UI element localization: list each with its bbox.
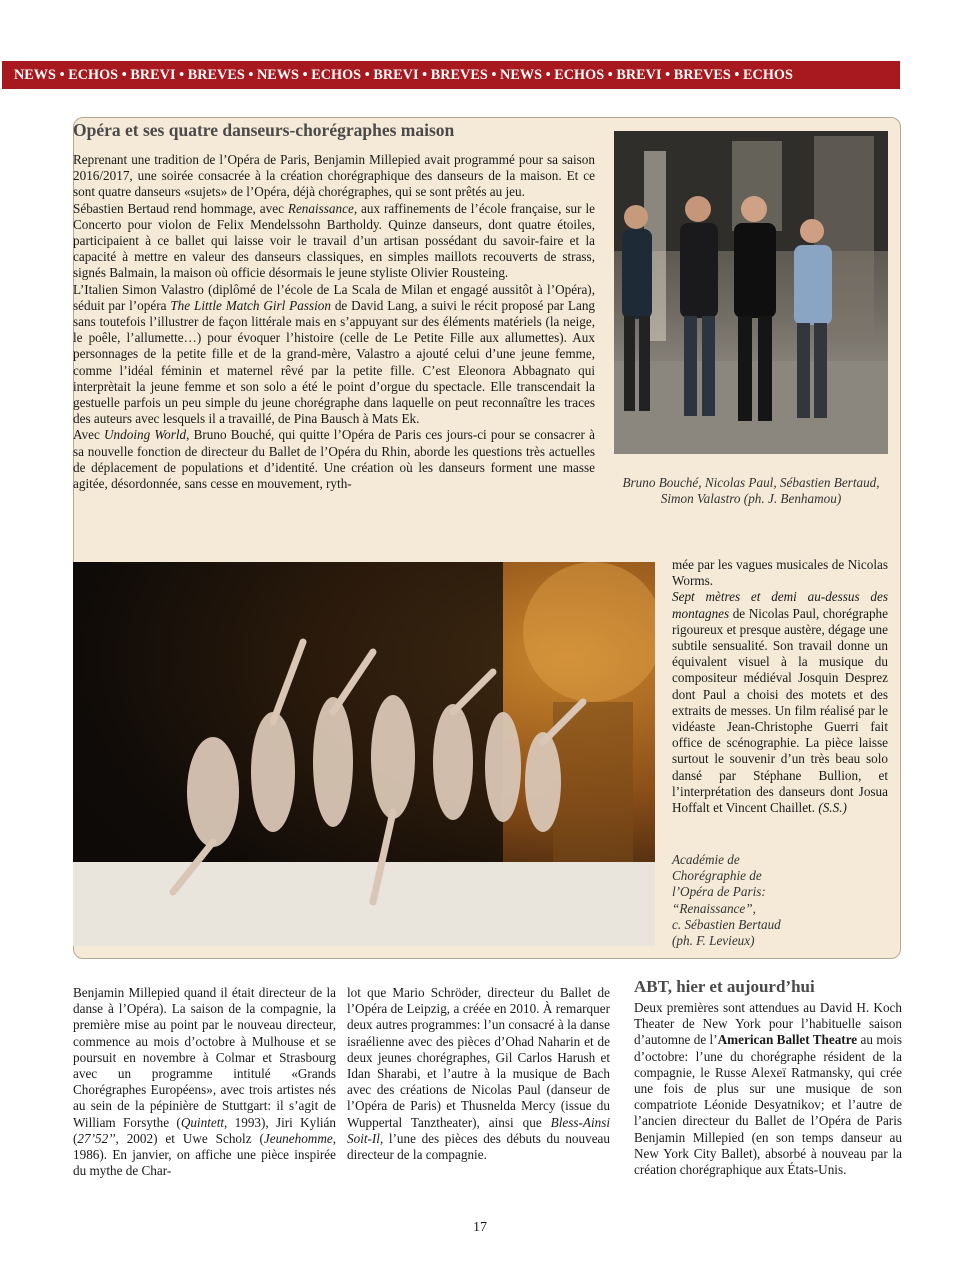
- renaissance-photo: [73, 562, 655, 946]
- work-title-undoing-world: Undoing World: [104, 427, 187, 443]
- choreographers-photo: [614, 131, 888, 454]
- work-title-quintett: Quintett: [180, 1114, 225, 1130]
- work-title-match-girl: The Little Match Girl Passion: [170, 297, 331, 313]
- work-title-renaissance: Renaissance: [287, 200, 354, 216]
- company-name-abt: American Ballet Theatre: [717, 1032, 858, 1048]
- section-banner: NEWS • ECHOS • BREVI • BREVES • NEWS • ECHOS • BREVI • BREVES • NEWS • ECHOS • BREVI • BREVES • ECHOS: [2, 61, 900, 89]
- column-2-text: lot que Mario Schröder, directeur du Ballet de l’Opéra de Leipzig, a créée en 2010. À remarquer deux autres programmes: l’un consacré à la danse israélienne avec des pièces d’Ohad Naharin et de deux jeunes chorégraphes, Gil Carlos Harush et Idan Sharabi, et l’autre à la musique de Bach avec des créations de Nicolas Paul (danseur de l’Opéra de Paris) et Thusnelda Mercy (issue du Wuppertal Tanztheater), ainsi que Bless-Ainsi Soit-Il, l’une des pièces des débuts du nouveau directeur de la compagnie.: [347, 985, 610, 1163]
- caption-renaissance: Académie de Chorégraphie de l’Opéra de Paris: “Renaissance”, c. Sébastien Bertaud (ph. F. Levieux): [672, 852, 781, 949]
- paragraph-6: Sept mètres et demi au-dessus des montagnes de Nicolas Paul, chorégraphe rigoureux et presque austère, dégage une subtile sensualité. Son travail donne un équivalent visuel à la musique du compositeur médiéval Josquin Desprez dont Paul a choisi des motets et des extraits de messes. Un film réalisé par le vidéaste Jean-Christophe Guerri fait office de scénographie. La pièce laisse surtout le souvenir d’un très beau solo dansé par Stéphane Bullion, et l’interprétation des danseurs dont Josua Hoffalt et Vincent Chaillet. (S.S.): [672, 589, 888, 816]
- paragraph-2: Sébastien Bertaud rend hommage, avec Renaissance, aux raffinements de l’école française, sur le Concerto pour violon de Felix Mendelssohn Bartholdy. Quinze danseurs, dont quatre étoiles, participaient à ce ballet qui laisse voir le travail d’un artisan possédant du savoir-faire et la capacité à mettre en valeur des danseurs classiques, en simples maillots recouverts de strass, signés Balmain, la maison où officie désormais le jeune styliste Olivier Rousteing.: [73, 200, 595, 281]
- paragraph-3: L’Italien Simon Valastro (diplômé de l’école de La Scala de Milan et engagé aussitôt à l’Opéra), séduit par l’opéra The Little Match Girl Passion de David Lang, a suivi le récit proposé par Lang sans toutefois l’illustrer de façon littérale mais en s’appuyant sur des éléments matériels (la neige, le poêle, l’allumette…) pour évoquer l’histoire (celle de Le Petite Fille aux allumettes). Aux personnages de la petite fille et de la grand-mère, Valastro a ajouté celui d’une jeune femme, comme l’idéal féminin et maternel rêvé par la petite fille. C’est Eleonora Abbagnato qui interprètait la jeune femme et son solo a été le point d’orgue du spectacle. Elle transcendait la gestuelle parfois un peu simple du jeune chorégraphe dans laquelle on peut reconnaître les traces des auteurs avec lesquels il a travaillé, de Pina Bausch à Mats Ek.: [73, 281, 596, 427]
- article-title: Opéra et ses quatre danseurs-chorégraphes maison: [73, 120, 455, 140]
- renaissance-photo-art: [73, 562, 655, 946]
- paragraph-4: Avec Undoing World, Bruno Bouché, qui quitte l’Opéra de Paris ces jours-ci pour se consacrer à sa nouvelle fonction de directeur du Ballet de l’Opéra du Rhin, aborde les questions très actuelles de déplacement de populations et d’identité. Une création où les danseurs forment une masse agitée, désordonnée, sans cesse en mouvement, ryth-: [73, 427, 595, 492]
- work-title-jeunehomme: Jeunehomme: [263, 1130, 333, 1146]
- work-title-sept-metres: Sept mètres et demi au-dessus des montagnes: [672, 589, 888, 621]
- article-body-continued: [672, 557, 888, 816]
- article-2-title: ABT, hier et aujourd’hui: [634, 977, 815, 996]
- work-title-2752: 27’52’’: [77, 1130, 116, 1146]
- article-body-intro: [73, 152, 595, 492]
- paragraph-5: mée par les vagues musicales de Nicolas Worms.: [672, 557, 888, 589]
- column-1-text: Benjamin Millepied quand il était directeur de la danse à l’Opéra). La saison de la compagnie, la première mise au point par le nouveau directeur, commence au mois d’octobre à Mulhouse et se poursuit en novembre à Colmar et Strasbourg avec un programme intitulé «Grands Chorégraphes Européens», avec trois artistes nés au sein de la pépinière de Stuttgart: il s’agit de William Forsythe (Quintett, 1993), Jiri Kylián (27’52’’, 2002) et Uwe Scholz (Jeunehomme, 1986). En janvier, on affiche une pièce inspirée du mythe de Char-: [73, 985, 337, 1179]
- work-title-bless: Bless-Ainsi Soit-Il: [347, 1114, 610, 1146]
- page-number: 17: [473, 1220, 487, 1235]
- article-2-text: Deux premières sont attendues au David H. Koch Theater de New York pour l’habituelle saison d’automne de l’American Ballet Theatre au mois d’octobre: l’une du chorégraphe résident de la compagnie, le Russe Alexeï Ratmansky, qui crée une fois de plus sur une musique de son compatriote Léonide Desyatnikov; et l’autre de l’ancien directeur du Ballet de l’Opéra de Paris Benjamin Millepied (en son temps danseur au New York City Ballet), absorbé à nouveau par la création chorégraphique aux États-Unis.: [634, 1000, 902, 1178]
- choreographers-photo-art: [614, 131, 888, 454]
- author-signature: (S.S.): [818, 800, 847, 816]
- caption-choreographers: Bruno Bouché, Nicolas Paul, Sébastien Bertaud, Simon Valastro (ph. J. Benhamou): [622, 475, 880, 507]
- paragraph-1: Reprenant une tradition de l’Opéra de Paris, Benjamin Millepied avait programmé pour sa saison 2016/2017, une soirée consacrée à la création chorégraphique des danseurs de la maison. Et ce sont quatre danseurs «sujets» de l’Opéra, déjà chorégraphes, qui se sont prêtés au jeu.: [73, 152, 595, 200]
